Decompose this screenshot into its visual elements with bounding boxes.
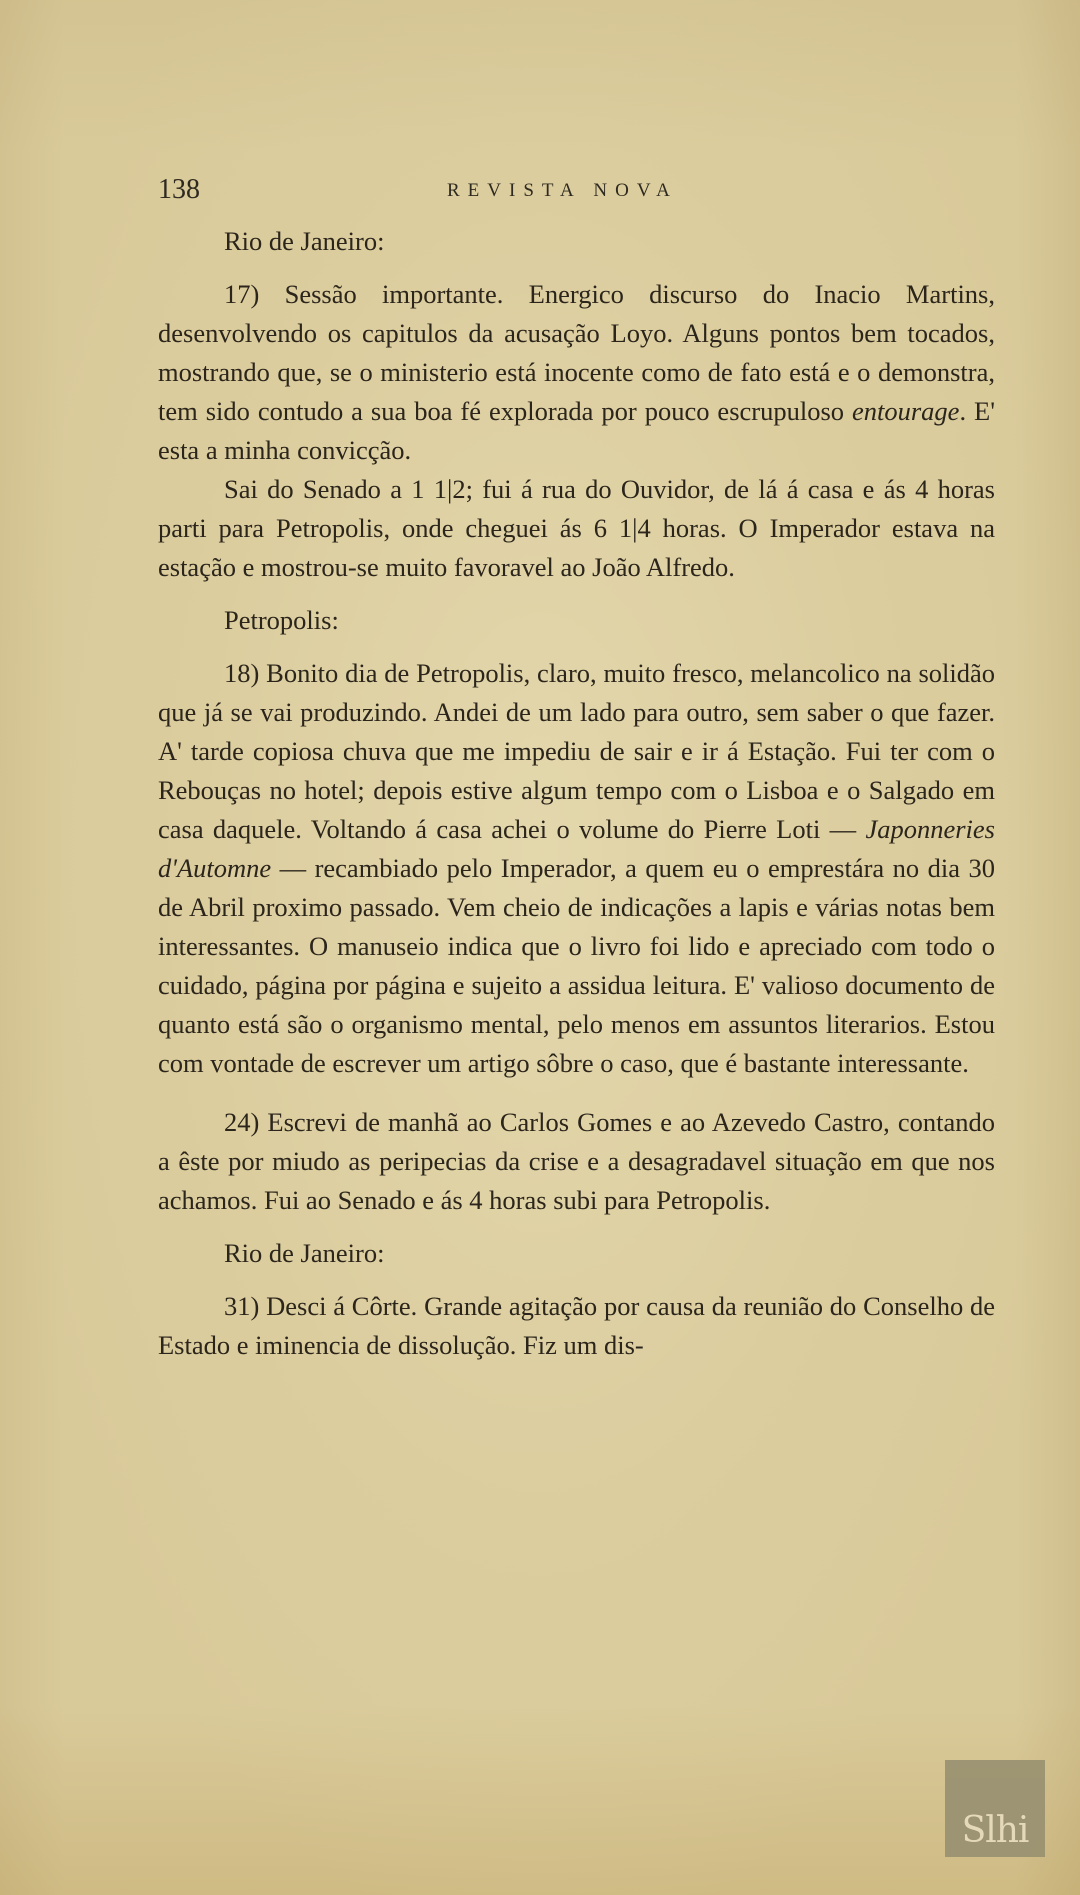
watermark-text: Slhi — [961, 1810, 1029, 1851]
entry-text: — recambiado pelo Imperador, a quem eu o emprestára no dia 30 de Abril proximo passado. Vem cheio de indicações a lapis e várias notas bem interessantes. O manuseio indica que o livro foi lido e apreciado com todo o cuidado, página por página e sujeito a assidua leitura. E' valioso documento de quanto está são o organismo mental, pelo menos em assuntos literarios. Estou com vontade de escrever um artigo sôbre o caso, que é bastante interessante. — [158, 853, 995, 1078]
entry-text: 18) Bonito dia de Petropolis, claro, muito fresco, melancolico na solidão que já se vai produzindo. Andei de um lado para outro, sem saber o que fazer. A' tarde copiosa chuva que me impediu de sair e ir á Estação. Fui ter com o Rebouças no hotel; depois estive algum tempo com o Lisboa e o Salgado em casa daquele. Voltando á casa achei o volume do Pierre Loti — — [158, 658, 995, 844]
diary-entry-17-continued: Sai do Senado a 1 1|2; fui á rua do Ouvidor, de lá á casa e ás 4 horas parti para Petropolis, onde cheguei ás 6 1|4 horas. O Imperador estava na estação e mostrou-se muito favoravel ao João Alfredo. — [158, 474, 995, 582]
entry-text: . E' esta a minha convicção. — [158, 396, 996, 465]
watermark-logo — [945, 1760, 1045, 1857]
place-heading: Rio de Janeiro: — [224, 1238, 385, 1268]
italic-book-title: Japonneries d'Automne — [158, 814, 995, 883]
entry-text: 17) Sessão importante. Energico discurso do Inacio Martins, desenvolvendo os capitulos da acusação Loyo. Alguns pontos bem tocados, mostrando que, se o ministerio está inocente como de fato está e o demonstra, tem sido contudo a sua boa fé explorada por pouco escrupuloso — [158, 279, 995, 426]
running-head: REVISTA NOVA — [447, 180, 678, 201]
italic-term: entourage — [852, 396, 960, 426]
diary-entry-17 — [158, 275, 995, 470]
diary-entry-24: 24) Escrevi de manhã ao Carlos Gomes e ao Azevedo Castro, contando a êste por miudo as peripecias da crise e a desagradavel situação em que nos achamos. Fui ao Senado e ás 4 horas subi para Petropolis. — [158, 1107, 995, 1215]
place-heading: Petropolis: — [224, 605, 339, 635]
body-text — [158, 222, 995, 1365]
page-number: 138 — [158, 174, 200, 205]
place-heading: Rio de Janeiro: — [224, 226, 385, 256]
diary-entry-31: 31) Desci á Côrte. Grande agitação por causa da reunião do Conselho de Estado e iminencia de dissolução. Fiz um dis- — [158, 1291, 995, 1360]
diary-entry-18 — [158, 654, 995, 1083]
